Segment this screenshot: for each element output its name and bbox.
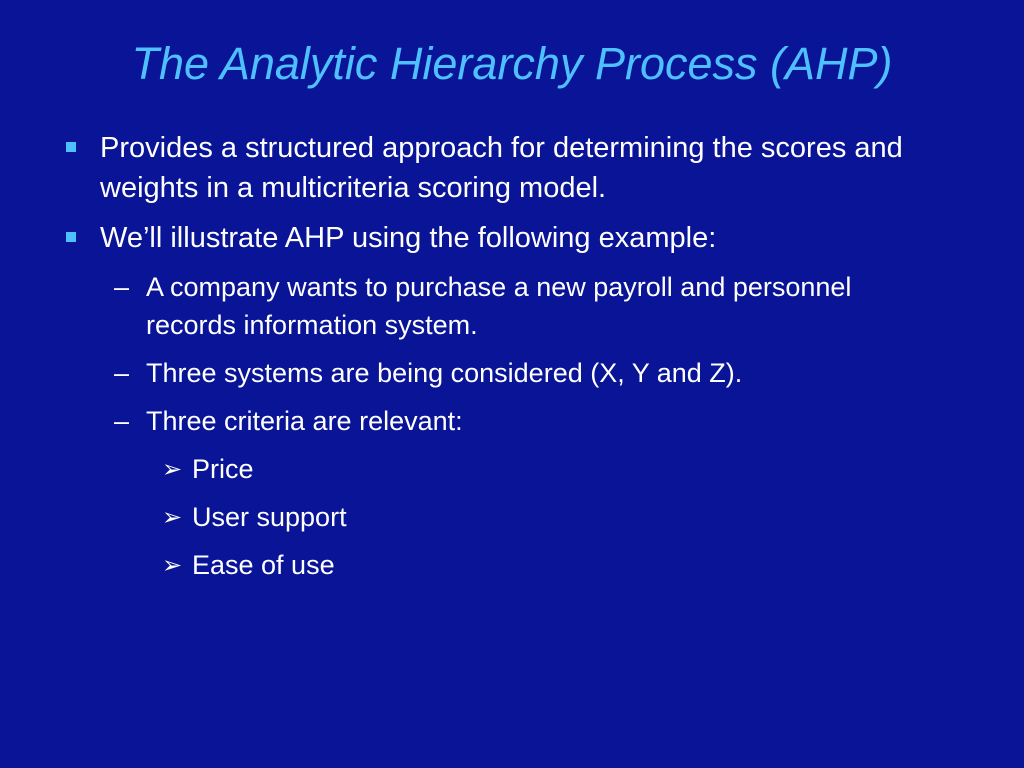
- dash-bullet: –: [114, 406, 130, 436]
- bullet-text: We’ll illustrate AHP using the following example:: [100, 222, 717, 254]
- criteria-item-ease-of-use: [0, 546, 1024, 584]
- sub-bullet-item: [0, 268, 906, 344]
- arrow-bullet-icon: ➢: [162, 551, 183, 579]
- slide-content: [0, 128, 1024, 594]
- sub-bullet-text: A company wants to purchase a new payroll and personnel records information system.: [146, 272, 852, 340]
- criteria-item-price: [0, 450, 1024, 488]
- square-bullet-icon: [66, 232, 76, 242]
- dash-bullet: –: [114, 358, 130, 388]
- sub-bullet-item: [0, 402, 906, 440]
- sub-bullet-item: [0, 354, 906, 392]
- sub-bullet-text: Three systems are being considered (X, Y and Z).: [146, 358, 743, 388]
- slide-title: The Analytic Hierarchy Process (AHP): [131, 38, 893, 89]
- criteria-text: User support: [192, 502, 347, 532]
- bullet-item: [0, 218, 950, 258]
- dash-bullet: –: [114, 272, 130, 302]
- bullet-item: [0, 128, 950, 208]
- sub-bullet-text: Three criteria are relevant:: [146, 406, 463, 436]
- criteria-item-user-support: [0, 498, 1024, 536]
- square-bullet-icon: [66, 142, 76, 152]
- arrow-bullet-icon: ➢: [162, 455, 183, 483]
- bullet-text: Provides a structured approach for determining the scores and weights in a multicriteria scoring model.: [100, 132, 903, 204]
- criteria-text: Price: [192, 454, 254, 484]
- criteria-text: Ease of use: [192, 550, 335, 580]
- arrow-bullet-icon: ➢: [162, 503, 183, 531]
